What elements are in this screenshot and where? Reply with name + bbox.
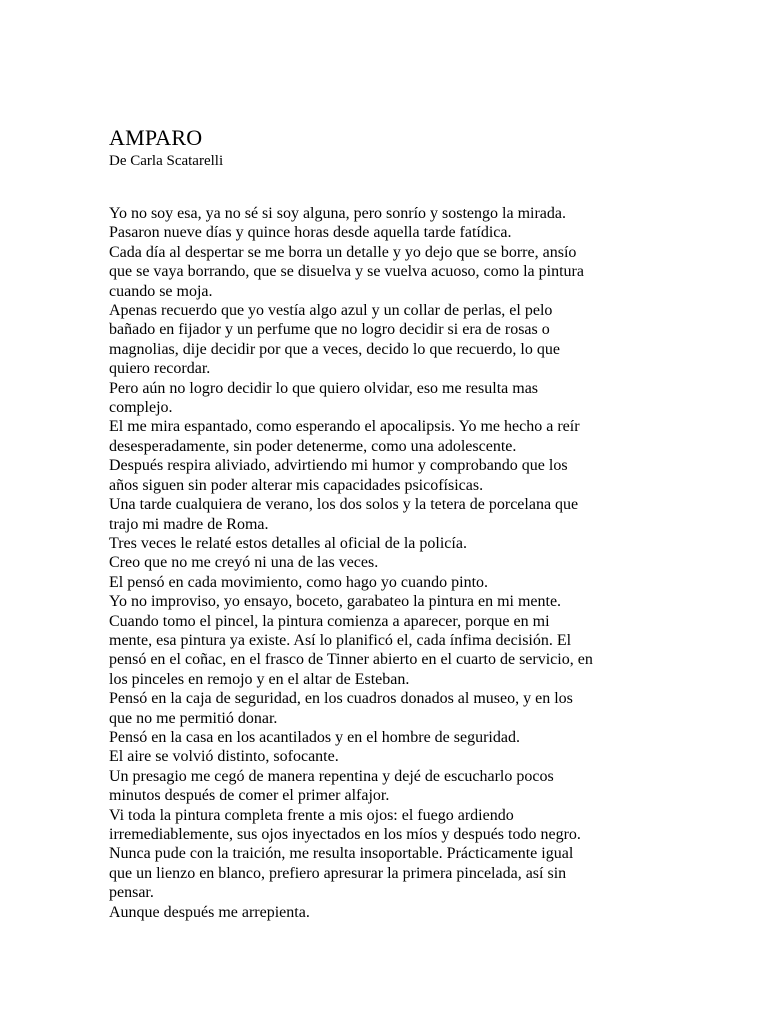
- paragraph: Una tarde cualquiera de verano, los dos solos y la tetera de porcelana que trajo mi madre de Roma.: [109, 496, 579, 533]
- paragraph: Vi toda la pintura completa frente a mis ojos: el fuego ardiendo irremediablemente, sus ojos inyectados en los míos y después todo negro.: [109, 806, 581, 843]
- paragraph: Pasaron nueve días y quince horas desde aquella tarde fatídica.: [109, 224, 512, 242]
- paragraph: Yo no soy esa, ya no sé si soy alguna, pero sonrío y sostengo la mirada.: [109, 205, 566, 222]
- paragraph: El me mira espantado, como esperando el apocalipsis. Yo me hecho a reír desesperadamente, sin poder detenerme, como una adolescente.: [109, 418, 580, 455]
- paragraph: El aire se volvió distinto, sofocante.: [109, 748, 339, 766]
- paragraph: El pensó en cada movimiento, como hago yo cuando pinto.: [109, 573, 489, 591]
- paragraph: Nunca pude con la traición, me resulta insoportable. Prácticamente igual que un lienzo en blanco, prefiero apresurar la primera pincelada, así sin pensar.: [109, 845, 574, 902]
- paragraph: Aunque después me arrepienta.: [109, 903, 310, 921]
- story-author: De Carla Scatarelli: [109, 153, 224, 169]
- paragraph: Creo que no me creyó ni una de las veces.: [109, 554, 379, 572]
- story-title: AMPARO: [109, 125, 203, 150]
- paragraph: Después respira aliviado, advirtiendo mi humor y comprobando que los años siguen sin poder alterar mis capacidades psicofísicas.: [109, 457, 568, 494]
- paragraph: Un presagio me cegó de manera repentina y dejé de escucharlo pocos minutos después de comer el primer alfajor.: [109, 767, 554, 805]
- paragraph: Cuando tomo el pincel, la pintura comienza a aparecer, porque en mi mente, esa pintura ya existe. Así lo planificó el, cada ínfima decisión. El pensó en el coñac, en el frasco de Tinner abierto en el cuarto de servicio, en los pinceles en remojo y en el altar de Esteban.: [109, 612, 593, 688]
- story-body: [109, 204, 669, 922]
- paragraph: Cada día al despertar se me borra un detalle y yo dejo que se borre, ansío que se vaya borrando, que se disuelva y se vuelva acuoso, como la pintura cuando se moja.: [109, 243, 584, 300]
- paragraph: Apenas recuerdo que yo vestía algo azul y un collar de perlas, el pelo bañado en fijador y un perfume que no logro decidir si era de rosas o magnolias, dije decidir por que a veces, decido lo que recuerdo, lo que quiero recordar.: [109, 302, 560, 378]
- paragraph: Pero aún no logro decidir lo que quiero olvidar, eso me resulta mas complejo.: [109, 379, 539, 417]
- paragraph: Pensó en la caja de seguridad, en los cuadros donados al museo, y en los que no me permitió donar.: [109, 690, 573, 727]
- document-content: [109, 124, 669, 922]
- paragraph: Pensó en la casa en los acantilados y en el hombre de seguridad.: [109, 728, 520, 746]
- paragraph: Tres veces le relaté estos detalles al oficial de la policía.: [109, 534, 467, 552]
- paragraph: Yo no improviso, yo ensayo, boceto, garabateo la pintura en mi mente.: [109, 593, 562, 611]
